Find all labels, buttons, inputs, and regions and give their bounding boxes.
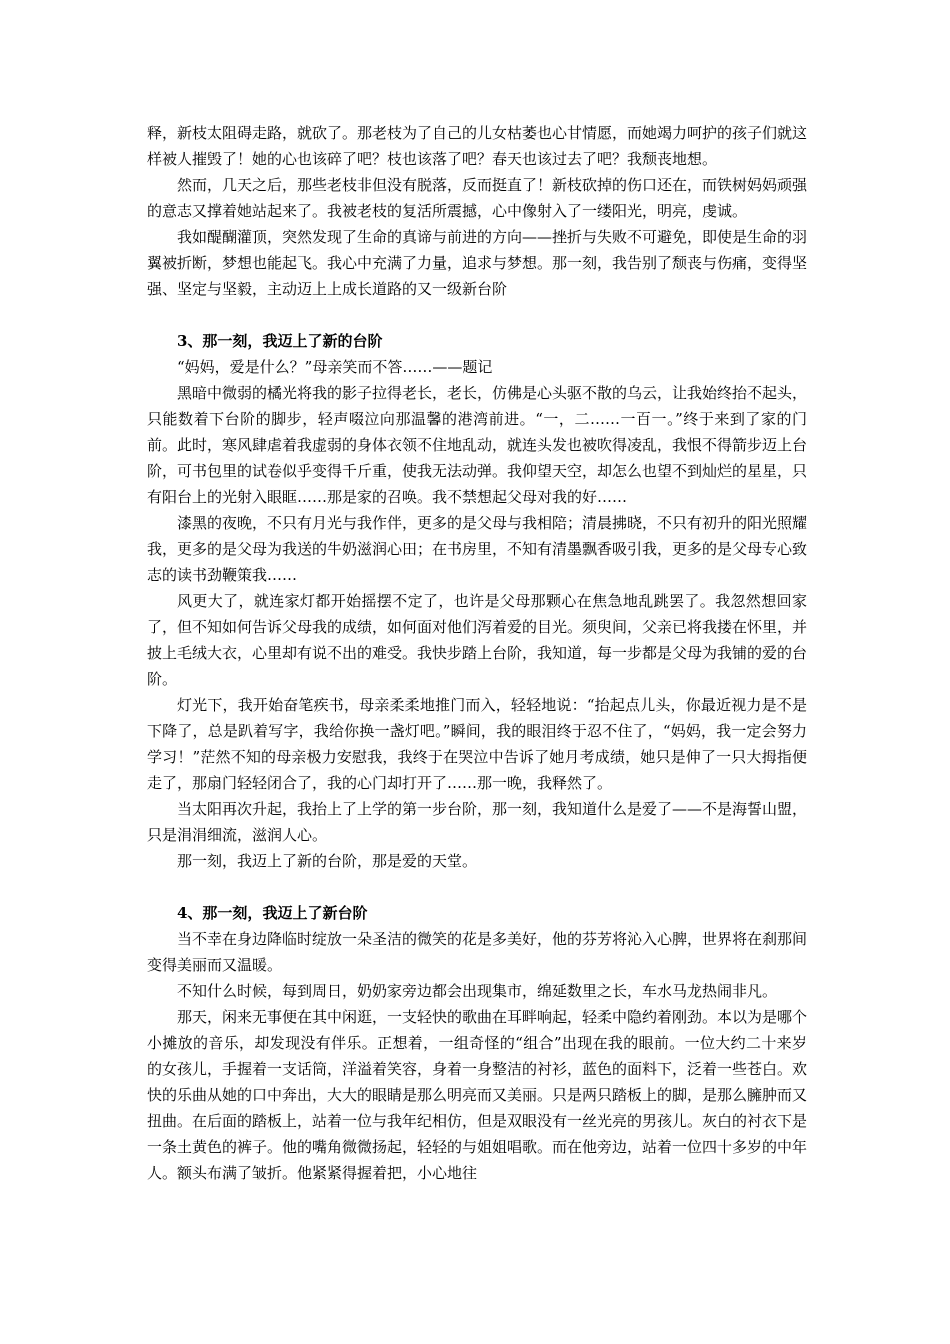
paragraph: 释，新枝太阻碍走路，就砍了。那老枝为了自己的儿女枯萎也心甘情愿，而她竭力呵护的孩子们就这样被人摧毁了！她的心也该碎了吧？枝也该落了吧？春天也该过去了吧？我颓丧地想。	[147, 124, 808, 168]
paragraph: 当不幸在身边降临时绽放一朵圣洁的微笑的花是多美好，他的芬芳将沁入心脾，世界将在刹那间变得美丽而又温暖。	[147, 930, 808, 974]
section-3-epigraph: “妈妈，爱是什么？”母亲笑而不答……——题记	[177, 358, 493, 376]
document-body	[147, 120, 807, 1186]
section-4-title: 4、那一刻，我迈上了新台阶	[177, 904, 368, 922]
paragraph: 当太阳再次升起，我抬上了上学的第一步台阶，那一刻，我知道什么是爱了——不是海誓山盟，只是涓涓细流，滋润人心。	[147, 800, 808, 844]
paragraph: 不知什么时候，每到周日，奶奶家旁边都会出现集市，绵延数里之长，车水马龙热闹非凡。	[177, 982, 778, 1000]
paragraph: 灯光下，我开始奋笔疾书，母亲柔柔地推门而入，轻轻地说：“抬起点儿头，你最近视力是不是下降了，总是趴着写字，我给你换一盏灯吧。”瞬间，我的眼泪终于忍不住了，“妈妈，我一定会努力学习！”茫然不知的母亲极力安慰我，我终于在哭泣中告诉了她月考成绩，她只是伸了一只大拇指便走了，那扇门轻轻闭合了，我的心门却打开了……那一晚，我释然了。	[147, 696, 807, 792]
paragraph: 那天，闲来无事便在其中闲逛，一支轻快的歌曲在耳畔响起，轻柔中隐约着刚劲。本以为是哪个小摊放的音乐，却发现没有伴乐。正想着，一组奇怪的“组合”出现在我的眼前。一位大约二十来岁的女孩儿，手握着一支话筒，洋溢着笑容，身着一身整洁的衬衫，蓝色的面料下，泛着一些苍白。欢快的乐曲从她的口中奔出，大大的眼睛是那么明亮而又美丽。只是两只踏板上的脚，是那么臃肿而又扭曲。在后面的踏板上，站着一位与我年纪相仿，但是双眼没有一丝光亮的男孩儿。灰白的衬衣下是一条土黄色的裤子。他的嘴角微微扬起，轻轻的与姐姐唱歌。而在他旁边，站着一位四十多岁的中年人。额头布满了皱折。他紧紧得握着把，小心地往	[147, 1008, 808, 1182]
paragraph: 然而，几天之后，那些老枝非但没有脱落，反而挺直了！新枝砍掉的伤口还在，而铁树妈妈顽强的意志又撑着她站起来了。我被老枝的复活所震撼，心中像射入了一缕阳光，明亮，虔诚。	[147, 176, 808, 220]
section-3-title: 3、那一刻，我迈上了新的台阶	[177, 332, 383, 350]
paragraph: 我如醍醐灌顶，突然发现了生命的真谛与前进的方向——挫折与失败不可避免，即使是生命的羽翼被折断，梦想也能起飞。我心中充满了力量，追求与梦想。那一刻，我告别了颓丧与伤痛，变得坚强、坚定与坚毅，主动迈上上成长道路的又一级新台阶	[147, 228, 808, 298]
paragraph: 漆黑的夜晚，不只有月光与我作伴，更多的是父母与我相陪；清晨拂晓，不只有初升的阳光照耀我，更多的是父母为我送的牛奶滋润心田；在书房里，不知有清墨飘香吸引我，更多的是父母专心致志的读书劲鞭策我……	[147, 514, 808, 584]
paragraph: 那一刻，我迈上了新的台阶，那是爱的天堂。	[177, 852, 478, 870]
paragraph: 黑暗中微弱的橘光将我的影子拉得老长，老长，仿佛是心头驱不散的乌云，让我始终抬不起头，只能数着下台阶的脚步，轻声啜泣向那温馨的港湾前进。“一，二……一百一。”终于来到了家的门前。此时，寒风肆虐着我虚弱的身体衣领不住地乱动，就连头发也被吹得凌乱，我恨不得箭步迈上台阶，可书包里的试卷似乎变得千斤重，使我无法动弹。我仰望天空，却怎么也望不到灿烂的星星，只有阳台上的光射入眼眶……那是家的召唤。我不禁想起父母对我的好……	[147, 384, 808, 506]
paragraph: 风更大了，就连家灯都开始摇摆不定了，也许是父母那颗心在焦急地乱跳罢了。我忽然想回家了，但不知如何告诉父母我的成绩，如何面对他们泻着爱的目光。须臾间，父亲已将我搂在怀里，并披上毛绒大衣，心里却有说不出的难受。我快步踏上台阶，我知道，每一步都是父母为我铺的爱的台阶。	[147, 592, 808, 688]
